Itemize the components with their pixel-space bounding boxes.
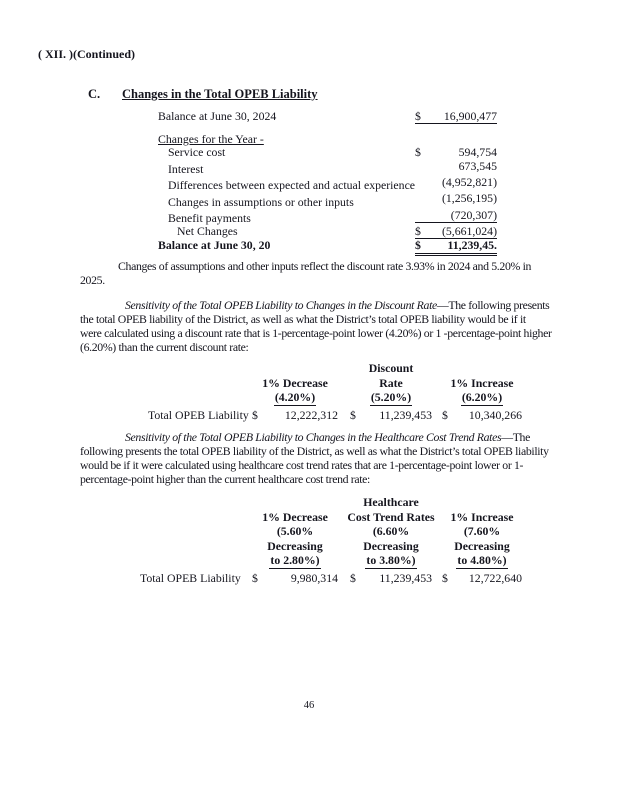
text-line: percentage-point higher than the current healthcare cost trend rate:	[80, 472, 370, 486]
cell-value: 12,222,312	[284, 407, 338, 422]
column-subheader: Decreasing	[267, 538, 323, 553]
row-value: (5,661,024)	[441, 224, 497, 239]
row-value: (4,952,821)	[441, 175, 497, 190]
text-line: following presents the total OPEB liability of the District, as well as what the District’s total OPEB liability	[80, 444, 549, 458]
text-line: 2025.	[80, 273, 105, 287]
row-value-area	[415, 146, 497, 159]
row-value-area	[415, 209, 497, 223]
text-line: the total OPEB liability of the District, as well as what the District’s total OPEB liability would be if it	[80, 312, 526, 326]
row-value-area	[415, 176, 497, 189]
row-label: Changes in assumptions or other inputs	[168, 194, 354, 209]
value-cell	[438, 408, 526, 423]
row-label: Balance at June 30, 2024	[158, 109, 277, 123]
cell-value: 12,722,640	[468, 570, 522, 585]
lead-rest: —The following presents	[436, 298, 550, 312]
row-label: Balance at June 30, 20	[158, 238, 271, 253]
column-header: 1% Increase	[450, 375, 514, 390]
liability-rollforward-table	[158, 110, 498, 256]
row-label: Service cost	[168, 145, 226, 160]
text-line	[80, 430, 580, 444]
text-line: were calculated using a discount rate that is 1-percentage-point lower (4.20%) or 1 -percentage-point higher	[80, 326, 552, 340]
row-value-area	[415, 192, 497, 205]
row-value-area	[415, 225, 497, 239]
column-subheader: (6.20%)	[461, 390, 503, 404]
dollar-sign: $	[415, 145, 421, 160]
healthcare-sensitivity-table	[140, 495, 526, 586]
dollar-sign: $	[415, 224, 421, 239]
row-value-area	[415, 110, 497, 124]
row-label: Benefit payments	[168, 211, 251, 226]
continuation-header: ( XII. )(Continued)	[38, 47, 136, 61]
column-subheader: (4.20%)	[274, 390, 316, 404]
value-cell	[346, 571, 436, 586]
data-row	[140, 571, 526, 586]
column-subheader: to 4.80%)	[457, 553, 507, 568]
row-label: Changes for the Year -	[158, 132, 264, 147]
dollar-sign: $	[252, 570, 258, 585]
column-subheader: Decreasing	[454, 538, 510, 553]
healthcare-sensitivity-paragraph	[80, 430, 580, 486]
header-row	[140, 495, 526, 510]
dollar-sign: $	[350, 407, 356, 422]
value-cell	[346, 408, 436, 423]
row-label: Interest	[168, 161, 204, 176]
row-value-area	[415, 239, 497, 255]
row-label: Total OPEB Liability	[148, 407, 249, 422]
row-value-area	[415, 160, 497, 173]
table-row-total	[158, 239, 498, 255]
row-label: Differences between expected and actual experience	[168, 178, 416, 193]
cell-value: 11,239,453	[379, 407, 432, 422]
dollar-sign: $	[442, 407, 448, 422]
text-line	[80, 298, 580, 312]
dollar-sign: $	[415, 109, 421, 123]
dollar-sign: $	[442, 570, 448, 585]
data-row	[148, 408, 526, 423]
italic-lead: Sensitivity of the Total OPEB Liability to Changes in the Healthcare Cost Trend Rates	[125, 430, 502, 444]
column-subheader: Decreasing	[363, 538, 419, 553]
table-row	[158, 110, 498, 124]
value-cell	[248, 408, 342, 423]
dollar-sign: $	[252, 407, 258, 422]
table-row	[158, 209, 498, 225]
row-value: 673,545	[458, 158, 497, 173]
column-subheader: to 3.80%)	[366, 553, 416, 568]
section-heading	[88, 87, 318, 102]
column-header: 1% Increase	[450, 509, 514, 524]
row-label: Total OPEB Liability	[140, 570, 241, 585]
value-cell	[248, 571, 342, 586]
header-row	[140, 524, 526, 539]
column-subheader: to 2.80%)	[270, 553, 320, 568]
column-header: Healthcare	[363, 495, 419, 509]
row-value: 16,900,477	[443, 109, 497, 123]
table-row	[158, 192, 498, 208]
cell-value: 10,340,266	[468, 407, 522, 422]
lead-rest: —The	[501, 430, 530, 444]
italic-lead: Sensitivity of the Total OPEB Liability to Changes in the Discount Rate	[125, 298, 437, 312]
column-header: Discount	[368, 361, 414, 375]
header-row	[148, 361, 526, 376]
table-row	[158, 176, 498, 192]
header-row	[148, 376, 526, 391]
row-label: Net Changes	[177, 224, 238, 239]
text-line: Changes of assumptions and other inputs reflect the discount rate 3.93% in 2024 and 5.20% in	[118, 259, 532, 273]
row-value: (1,256,195)	[441, 191, 497, 206]
dollar-sign: $	[350, 570, 356, 585]
text-line: (6.20%) than the current discount rate:	[80, 340, 249, 354]
column-subheader: (7.60%	[463, 524, 501, 539]
row-value: (720,307)	[450, 207, 497, 222]
column-subheader: (5.20%)	[370, 390, 412, 404]
cell-value: 9,980,314	[290, 570, 338, 585]
page-number: 46	[303, 700, 315, 711]
header-row	[140, 539, 526, 554]
table-row	[158, 146, 498, 159]
header-row	[148, 390, 526, 406]
discount-sensitivity-paragraph	[80, 298, 580, 354]
column-header: Cost Trend Rates	[347, 509, 435, 524]
value-cell	[438, 571, 526, 586]
dollar-sign: $	[415, 238, 421, 253]
section-title: Changes in the Total OPEB Liability	[122, 87, 318, 101]
assumptions-note-paragraph	[80, 259, 580, 287]
table-row	[158, 225, 498, 239]
column-header: Rate	[379, 375, 403, 390]
column-header: 1% Decrease	[262, 375, 328, 390]
section-letter: C.	[88, 87, 101, 101]
header-row	[140, 510, 526, 525]
row-value: 11,239,45.	[447, 238, 497, 253]
column-subheader: (6.60%	[372, 524, 410, 539]
column-subheader: (5.60%	[276, 524, 314, 539]
text-line: would be if it were calculated using healthcare cost trend rates that are 1-percentage-point lower or 1-	[80, 458, 524, 472]
discount-sensitivity-table	[148, 361, 526, 422]
cell-value: 11,239,453	[379, 570, 432, 585]
table-row	[158, 160, 498, 176]
column-header: 1% Decrease	[262, 509, 328, 524]
row-value: 594,754	[458, 145, 497, 160]
header-row	[140, 553, 526, 569]
